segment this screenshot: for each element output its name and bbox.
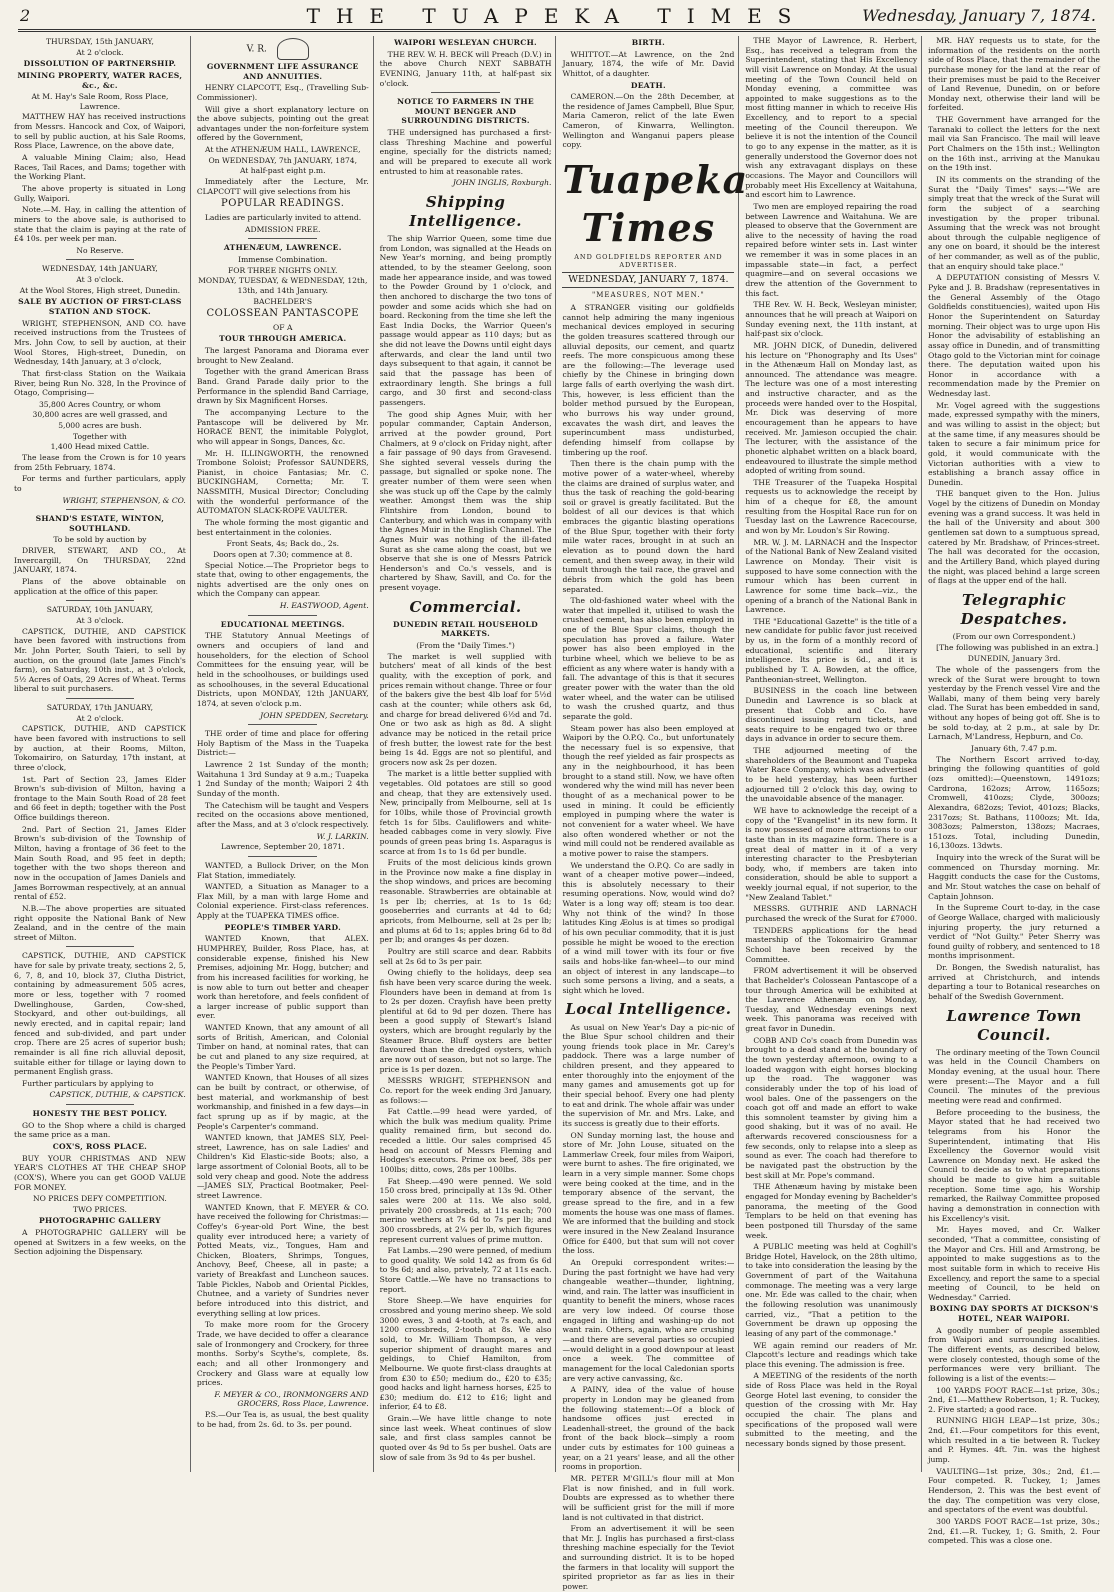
paragraph: Then there is the chain pump with the motive power of a water-wheel, whereby the claims are drained of surplus water, and thus the task of reaching the gold-bearing soil or gravel is greatly facilitated. But the boldest of all our devices is that which embraces the gigantic blasting operations of the Blue Spur, together with their forty mile water races, brought in at such an elevation as to pound down the hard cement, and then sweep away, in their wild tumult through the tail race, the gravel and débris from which the gold has been separated. — [562, 459, 735, 594]
centered-line: Lawrence, September 20, 1871. — [220, 842, 345, 852]
royal-crest-heading — [197, 38, 369, 60]
newspaper-nameplate: Tuapeka Times — [562, 157, 749, 251]
rule-divider — [66, 600, 135, 601]
paragraph: THE banquet given to the Hon. Julius Vogel by the citizens of Dunedin on Monday evening was a grand success. It was held in the hall of the University and about 300 gentlemen sat down to a sumptuous spread, catered by Mr. Bradshaw, of Princes-street. The hall was decorated for the occasion, and the Artillery Band, which played during the night, was placed behind a large screen of flags at the upper end of the hall. — [928, 489, 1100, 586]
signature-line: WRIGHT, STEPHENSON, & CO. — [62, 495, 186, 505]
paragraph: MR. W. J. M. LARNACH and the Inspector of the National Bank of New Zealand visited Lawrence on Monday. Their visit is supposed to have some connection with the rumour which has been current in Lawrence for some time back—viz., the opening of a branch of the National Bank in Lawrence. — [745, 537, 918, 615]
running-title: THE TUAPEKA TIMES — [306, 4, 808, 28]
rule-divider — [431, 92, 500, 93]
article-stack — [562, 38, 749, 1592]
paragraph: Dr. Bongen, the Swedish naturalist, has arrived at Christchurch, and intends departing a tour to Botanical researches on behalf of the Swedish Government. — [928, 963, 1100, 1002]
running-date: Wednesday, January 7, 1874. — [862, 6, 1096, 25]
paragraph: Mr. Vogel agreed with the suggestions made, expressed sympathy with the miners, and was willing to assist in the object; but at the same time, if any measures should be taken to secure a fair minimum price for gold, it would communicate with the Victorian authorities with a view to establishing a branch assay office in Dunedin. — [928, 400, 1100, 487]
paragraph: Two men are employed repairing the road between Lawrence and Waitahuna. We are pleased to observe that the Government are alive to the necessity of having the road repaired before winter sets in. Last winter we remember it was in some places in an impassable state—in fact, a perfect quagmire—and on several occasions we drew the attention of the Government to this fact. — [745, 201, 918, 298]
paragraph: The Northern Escort arrived to-day, bringing the following quantities of gold (ozs omitted):—Queenstown, 1491ozs; Cardrona, 162ozs; Arrow, 1165ozs; Cromwell, 410ozs; Clyde, 300ozs; Alexandra, 682ozs; Teviot, 401ozs; Blacks, 2317ozs; St. Bathans, 1100ozs; Mt. Ida, 3083ozs; Palmerston, 138ozs; Macraes, 151ozs. Total, including Dunedin, 16,130ozs. 13dwts. — [928, 754, 1100, 851]
headline: GOVERNMENT LIFE ASSURANCE AND ANNUITIES. — [206, 62, 359, 81]
headline: DUNEDIN RETAIL HOUSEHOLD MARKETS. — [393, 619, 539, 639]
royal-arms-icon — [277, 38, 309, 60]
centered-line: At 3 o'clock. — [76, 275, 124, 285]
paragraph: 100 YARDS FOOT RACE—1st prize, 30s.; 2nd, £1.—Matthew Robertson, 1; R. Tuckey, 2. Five started; a good race. — [928, 1385, 1100, 1414]
paragraph: THE Athenæum having by mistake been engaged for Monday evening by Bachelder's panorama, the meeting of the Good Templars to be held on that evening has been postponed till Thursday of the same week. — [745, 1182, 918, 1240]
paragraph: The accompanying Lecture to the Pantascope will be delivered by Mr. HORACE BENT, the inimitable Polyglot, who will appear in Songs, Dances, &c. — [196, 407, 369, 446]
section-heading: Lawrence Town Council. — [946, 1006, 1082, 1044]
headline: DEATH. — [630, 80, 666, 90]
paragraph: BUY YOUR CHRISTMAS AND NEW YEAR'S CLOTHES AT THE CHEAP SHOP (COX'S), Where you can get GOOD VALUE FOR MONEY. — [14, 1153, 186, 1192]
paragraph: A PUBLIC meeting was held at Coghill's Bridge Hotel, Havelock, on the 28th ultimo, to take into consideration the leasing by the Government of part of the Waitahuna commonage. The meeting was a very large one. Mr. Ede was called to the chair, when the following resolution was unanimously carried, viz., "That a petition to the Government be drawn up opposing the leasing of any part of the commonage." — [745, 1242, 918, 1338]
paragraph: Will give a short explanatory lecture on the above subjects, pointing out the great advantages under the non-forfeiture system offered by the Government, — [196, 104, 369, 143]
paragraph: MR. PETER M'GILL's flour mill at Mon Flat is now finished, and in full work. Doubts are expressed as to whether there will be sufficient grist for the mill if more land is not cultivated in that district. — [562, 1473, 735, 1522]
centered-line: 35,800 Acres Country, or whom — [38, 399, 161, 409]
headline: DISSOLUTION OF PARTNERSHIP. — [23, 59, 177, 69]
paragraph: The market is a little better supplied with vegetables. Old potatoes are still so good and cheap, that they are extensively used. New, principally from Melbourne, sell at 1s for 10lbs, while those of Provincial growth fetch 1s for 5lbs. Cauliflowers and white-headed cabbages come in very slowly. Five pounds of green peas bring 1s. Asparagus is scarce at from 1s to 1s 6d per bundle. — [379, 769, 552, 856]
article-stack — [745, 36, 917, 1449]
paragraph: The whole of the passengers from the wreck of the Surat were brought to town yesterday by the French vessel Vire and the Wallabi, many of them being very barely clad. The Surat has been embedded in sand, without any hopes of being got off. She is to be sold to-day, at 2 p.m., at sale by Dr. Larnach, M'Landress, Hepburn, and Co. — [928, 664, 1100, 742]
paragraph: Mr. Hayes moved, and Cr. Walker seconded, "That a committee, consisting of the Mayor and Crs. Hill and Armstrong, be appointed to make suggestions as to the most suitable form in which to receive His Excellency, and report the same to a special meeting of Council, to be held on Wednesday." Carried. — [928, 1225, 1100, 1302]
headline: COX'S, ROSS PLACE. — [52, 1141, 148, 1151]
paragraph: CAMERON.—On the 28th December, at the residence of James Campbell, Blue Spur, Maria Cameron, relict of the late Ewen Cameron, of Kinwarra, Wellington. Wellington and Wanganui papers please copy. — [562, 92, 735, 150]
paragraph: For terms and further particulars, apply to — [14, 474, 186, 493]
paragraph: Grain.—We have little change to note since last week. Wheat continues of slow sale, and first class samples cannot be quoted over 4s 9d to 5s per bushel. Oats are slow of sale from 3s 9d to 4s per bushel. — [379, 1414, 552, 1462]
paragraph: THE Statutory Annual Meetings of owners and occupiers of land and householders, for the election of School Committees for the ensuing year, will be held in the schoolhouses, or buildings used as schoolhouses, in the several Educational Districts, upon MONDAY, 12th JANUARY, 1874, at seven o'clock p.m. — [196, 631, 369, 708]
paragraph: WANTED Known, that F. MEYER & CO. have received the following for Christmas:—Coffey's 6-year-old Port Wine, the best quality ever introduced here; a variety of Potted Meats, viz., Tongues, Ham and Chicken, Bloaters, Shrimps, Tongues, Anchovy, Beef, Cheese, all in paste; a variety of Breakfast and Luncheon sauces. Table Pickles, Nabob and Oriental Pickles, Chutnee, and a variety of Sundries never before introduced into this district, and everything selling at low prices. — [196, 1202, 369, 1318]
paragraph: The lease from the Crown is for 10 years from 25th February, 1874. — [14, 452, 186, 472]
headline: MINING PROPERTY, WATER RACES, &c., &c. — [17, 70, 183, 90]
rule-divider — [248, 724, 317, 725]
royal-cipher: V. R. — [246, 44, 267, 55]
paragraph: The largest Panorama and Diorama ever brought to New Zealand. — [196, 346, 369, 365]
paragraph: HENRY CLAPCOTT, Esq., (Travelling Sub-Commissioner). — [196, 83, 369, 102]
article-stack — [197, 38, 369, 1429]
paragraph: To make more room for the Grocery Trade, we have decided to offer a clearance sale of Ironmongery and Crockery, for three months. Sorby's Scythe's, complete, 8s. each; and all other Ironmongery and Crockery and Glass ware at equally low prices. — [196, 1320, 369, 1388]
display-heading: COLOSSEAN PANTASCOPE — [206, 308, 359, 320]
headline: BOXING DAY SPORTS AT DICKSON'S HOTEL, NEAR WAIPORI. — [929, 1304, 1099, 1324]
article-stack — [928, 36, 1100, 1546]
paragraph: Fruits of the most delicious kinds grown in the Province now make a fine display in the shop windows, and prices are becoming reasonable. Strawberries are obtainable at 1s per lb; cherries, at 1s to 1s 6d; gooseberries and currants at 4d to 6d; apricots, from Melbourne, sell at 2s per lb; and plums at 6d to 1s; apples bring 6d to 8d per lb; and oranges 4s per dozen. — [379, 858, 552, 945]
rule-divider — [248, 856, 317, 857]
masthead — [0, 0, 1114, 34]
nameplate-subtitle: AND GOLDFIELDS REPORTER AND ADVERTISER. — [574, 252, 723, 269]
paragraph: Special Notice.—The Proprietor begs to state that, owing to other engagements, the nights advertised are the only ones on which the Company can appear. — [196, 560, 369, 599]
centered-line: At 2 o'clock. — [76, 47, 124, 57]
headline: WAIPORI WESLEYAN CHURCH. — [394, 38, 537, 47]
nameplate-motto: "MEASURES, NOT MEN." — [592, 291, 705, 300]
paragraph: A valuable Mining Claim; also, Head Races, Tail Races, and Dams; together with the Working Plant. — [14, 153, 186, 182]
page-number: 2 — [20, 6, 31, 25]
paragraph: MESSRS WRIGHT, STEPHENSON and Co. report for the week ending 3rd January, as follows:— — [379, 1076, 552, 1105]
headline: TOUR THROUGH AMERICA. — [219, 334, 347, 344]
centered-line: At M. Hay's Sale Room, Ross Place, Lawrence. — [31, 92, 169, 111]
centered-line: At the ATHENÆUM HALL, LAWRENCE, — [204, 145, 361, 155]
centered-line: SATURDAY, 17th JANUARY, — [46, 703, 154, 713]
centered-line: (From our own Correspondent.) — [952, 631, 1076, 641]
centered-line: THURSDAY, 15th JANUARY, — [45, 37, 154, 46]
paragraph: THE Rev. W. H. Beck, Wesleyan minister, announces that he will preach at Waipori on Sunday evening next, the 11th instant, at half-past six o'clock. — [745, 300, 918, 339]
paragraph: MESSRS. GUTHRIE AND LARNACH purchased the wreck of the Surat for £7000. — [745, 904, 918, 924]
section-heading: Shipping Intelligence. — [409, 192, 522, 231]
rule-divider — [66, 509, 135, 510]
centered-line: On WEDNESDAY, 7th JANUARY, 1874, — [208, 155, 358, 165]
centered-line: Doors open at 7.30; commence at 8. — [213, 549, 353, 559]
paragraph: WANTED, a Situation as Manager to a Flax Mill, by a man with large Home and Colonial experience. First-class references. Apply at the TUAPEKA TIMES office. — [196, 882, 369, 921]
paragraph: MR. HAY requests us to state, for the information of the residents on the north side of Ross Place, that the remainder of the purchase money for the land at the rear of their premises must be paid to the Receiver of Land Revenue, Dunedin, on or before Monday next, otherwise their land will be forfeited. — [928, 36, 1100, 113]
paragraph: A STRANGER visiting our goldfields cannot help admiring the many ingenious mechanical devices employed in securing the golden treasures scattered through our alluvial deposits, our cement, and quartz reefs. The more conspicuous among these are the following:—The leverage used chiefly by the Chinese in bringing down large falls of earth overlying the wash dirt. This, however, is less efficient than the bolder method pursued by the European, who burrows his way under ground, excavates the wash dirt, and leaves the superincumbent mass undisturbed, defending himself from collapse by timbering up the roof. — [562, 302, 735, 457]
headline: HONESTY THE BEST POLICY. — [32, 1109, 168, 1119]
centered-line: (From the "Daily Times.") — [416, 641, 515, 651]
signature-line: JOHN SPEDDEN, Secretary. — [260, 710, 369, 720]
column-2 — [197, 36, 374, 1472]
paragraph: WANTED, a Bullock Driver, on the Mon Flat Station, immediately. — [196, 860, 369, 880]
centered-line: TWO PRICES. — [72, 1204, 127, 1214]
centered-line: At half-past eight p.m. — [239, 166, 326, 176]
headline: ATHENÆUM, LAWRENCE. — [223, 243, 342, 253]
paragraph: The ship Warrior Queen, some time due from London, was signalled at the Heads on New Year's morning, and being promptly attended, to by the steamer Geelong, soon made her appearance inside, and was towed to the Powder Ground by 1 o'clock, and then anchored to discharge the two tons of powder and some acids which she had on board. Reckoning from the time she left the East India Docks, the Warrior Queen's passage would appear as 110 days; but as she did not leave the Downs until eight days afterwards, and clear the land until two days subsequent to that again, it cannot be said that the passage has been of extraordinary length. She brings a full cargo, and 30 first and second-class passengers. — [379, 234, 552, 407]
article-stack — [380, 38, 552, 1462]
paragraph: Together with the grand American Brass Band. Grand Parade daily prior to the Performance in the splendid Band Carriage, drawn by Six Magnificent Horses. — [196, 367, 369, 406]
paragraph: Steam power has also been employed at Waipori by the O.P.Q. Co., but unfortunately the necessary fuel is so expensive, that though the reef yielded as fair prospects as any in the neighbourhood, it has been brought to a stand still. Now, we have often wondered why the wind mill has never been thought of as a mechanical power to be used in mining. It could be efficiently employed in pumping where the water is not convenient for a water wheel. We have also often wondered whether or not the wind mill could not be rendered available as a motive power to raise the stampers. — [562, 723, 735, 858]
paragraph: Mr. H. ILLINGWORTH, the renowned Trombone Soloist; Professor SAUNDERS, Pianist, in choice Fantasias; Mr. C. BUCKINGHAM, Cornetta; Mr. T. NASSMITH, Musical Director; Concluding with the wonderful performance of the AUTOMATON SLACK-ROPE VAULTER. — [196, 448, 369, 516]
centered-line: MONDAY, TUESDAY, & WEDNESDAY, 12th, 13th, and 14th January. — [198, 276, 368, 295]
rule-divider — [248, 238, 317, 239]
paragraph: 2nd. Part of Section 21, James Elder Brown's sub-division of the Township of Milton, having a frontage of 36 feet to the Main South Road, and 95 feet in depth; together with the two shops thereon and now in the occupation of James Daniels and James Borrowman respectively, at an annual rental of £52. — [14, 824, 186, 902]
paragraph: CAPSTICK, DUTHIE, AND CAPSTICK have been favored with instructions from Mr. John Porter, South Taieri, to sell by auction, on the ground (late James Finch's farm), on Saturday, 10th inst., at 3 o'clock, 5½ Acres of Oats, 29 Acres of Wheat. Terms liberal to suit purchasers. — [14, 626, 186, 694]
paragraph: WANTED Known, that any amount of all sorts of British, American, and Colonial Timber on hand, at nominal rates, that can be cut and planed to any size required, at the People's Timber Yard. — [196, 1023, 369, 1071]
article-stack — [14, 37, 186, 1257]
paragraph: From an advertisement it will be seen that Mr. J. Inglis has purchased a first-class threshing machine especially for the Teviot and surrounding district. It is to be hoped the farmers in that locality will support the spirited proprietor as far as lies in their power. — [562, 1524, 735, 1592]
rule-divider — [248, 615, 317, 616]
paragraph: WHITTOT.—At Lawrence, on the 2nd January, 1874, the wife of Mr. David Whittot, of a daughter. — [562, 49, 735, 78]
paragraph: Before proceeding to the business, the Mayor stated that he had received two telegrams from his Honor the Superintendent, intimating that His Excellency the Governor would visit Lawrence on Monday next. He asked the Council to decide as to what preparations should be made to give him a suitable reception. Some time ago, his Worship remarked, the Railway Committee proposed having a demonstration in connection with his Excellency's visit. — [928, 1107, 1100, 1223]
paragraph: THE Treasurer of the Tuapeka Hospital requests us to acknowledge the receipt by him of a cheque for £8, the amount resulting from the Hospital Race run for on Tuesday last on the Lawrence Racecourse, and won by Mr. Loudon's Sir Rowing. — [745, 477, 918, 536]
paragraph: N.B.—The above properties are situated right opposite the National Bank of New Zealand, and in the centre of the main street of Milton. — [14, 903, 186, 942]
paragraph: The whole forming the most gigantic and best entertainment in the colonies. — [196, 518, 369, 537]
paragraph: In the Supreme Court to-day, in the case of George Wallace, charged with maliciously injuring property, the jury returned a verdict of "Not Guilty." Peter Sherry was found guilty of robbery, and sentenced to 18 months imprisonment. — [928, 903, 1100, 961]
newspaper-columns — [14, 36, 1104, 1592]
paragraph: Fat Cattle.—99 head were yarded, of which the bulk was medium quality. Prime quality remained firm, but second do. receded a little. Our sales comprised 45 head on account of Messrs Fleming and Hodges's executors. Prime ox beef, 38s per 100lbs; ditto, cows, 28s per 100lbs. — [379, 1107, 552, 1175]
paragraph: Ladies are particularly invited to attend. — [204, 213, 362, 223]
paragraph: Owing chiefly to the holidays, deep sea fish have been very scarce during the week. Flounders have been in demand at from 1s to 2s per dozen. Crayfish have been pretty plentiful at 6d to 9d per dozen. There has been a good supply of Stewart's Island oysters, which are brought regularly by the Steamer Bruce. Bluff oysters are better flavoured than the dredged oysters, which are now out of season, but not so large. The price is 1s per dozen. — [379, 968, 552, 1074]
rule-divider — [66, 698, 135, 699]
paragraph: WANTED Known, that Houses of all sizes can be built by contract, or otherwise, of best material, and workmanship of best workmanship, and finished in a few days—in fact sprung up as if by magic, at the People's Carpenter's command. — [196, 1073, 369, 1131]
centered-line: At the Wool Stores, High street, Dunedin. — [19, 285, 181, 295]
paragraph: P.S.—Our Tea is, as usual, the best quality to be had, from 2s. 6d. to 3s. per pound. — [196, 1410, 369, 1429]
section-heading: Telegraphic Despatches. — [960, 590, 1068, 628]
paragraph: TENDERS applications for the head mastership of the Tokomairiro Grammar School have been received by the Committee. — [745, 925, 918, 964]
section-heading: Local Intelligence. — [565, 1000, 732, 1019]
centered-line: At 2 o'clock. — [76, 713, 124, 723]
display-heading: POPULAR READINGS. — [221, 198, 345, 210]
paragraph: 300 YARDS FOOT RACE—1st prize, 30s.; 2nd, £1.—R. Tuckey, 1; G. Smith, 2. Four competed. This was a close one. — [928, 1516, 1100, 1546]
paragraph: A MEETING of the residents of the north side of Ross Place was held in the Royal George Hotel last evening, to consider the question of the crossing with Mr. Hay occupied the chair. The plans and specifications of the proposed wall were submitted to the meeting, and the necessary bonds signed by those present. — [745, 1371, 918, 1448]
paragraph: An Orepuki correspondent writes:—During the past fortnight we have had very changeable weather—thunder, lightning, wind, and rain. The latter was insufficient in quantity to benefit the miners, whose races are very low indeed. Of course those engaged in lifting and washing-up do not want rain. Others, again, who are crushing—and there are several parties so occupied—would delight in a good downpour at least once a week. The committee of management for the local Caledonian sports are very active canvassing, &c. — [562, 1257, 735, 1383]
column-5 — [745, 36, 922, 1472]
paragraph: The market is well supplied with butchers' meat of all kinds of the best quality, with the exception of pork, and prices remain without change. Three or four of the bakers give the best 4lb loaf for 5½d cash at the counter; while others ask 6d, and charge for bread delivered 6½d and 7d. One or two ask as high as 8d. A slight advance may be noticed in the retail price of fresh butter, the lowest rate for the best being 1s 4d. Eggs are not so plentiful, and grocers now ask 2s per dozen. — [379, 651, 552, 767]
paragraph: Lawrence 2 1st Sunday of the month; Waitahuna 1 3rd Sunday at 9 a.m.; Tuapeka 1 2nd Sunday of the month; Waipori 2 4th Sunday of the month. — [196, 760, 369, 799]
paragraph: Store Sheep.—We have enquiries for crossbred and young merino sheep. We sold 3000 ewes, 3 and 4-tooth, at 7s each, and 1200 crossbreds, 2-tooth at 8s. We also sold, to Mr. William Thompson, a very superior shipment of draught mares and geldings, to Chief Hamilton, from Melbourne. We quote first-class draughts at from £30 to £50; medium do., £20 to £35; good hacks and light harness horses, £25 to £30; medium do. £12 to £16; light and inferior, £4 to £8. — [379, 1296, 552, 1412]
headline: SHAND'S ESTATE, WINTON, SOUTHLAND. — [35, 514, 165, 533]
signature-line: CAPSTICK, DUTHIE, & CAPSTICK. — [49, 1090, 186, 1100]
paragraph: The old-fashioned water wheel with the water that impelled it, utilised to wash the crushed cement, has also been employed in one of the Blue Spur claims, though the speculation has proved a failure. Water power has also been employed in the turbine wheel, which we believe to be as efficient as any where water is handy with a fall. The advantage of this is that it secures greater power with the water than the old water wheel, and the water can be utilised to wash the crushed quartz, and thus separate the gold. — [562, 596, 735, 721]
rule-divider — [66, 1104, 135, 1105]
centered-line: WEDNESDAY, 14th JANUARY, — [42, 264, 158, 274]
headline: PEOPLE'S TIMBER YARD. — [224, 922, 342, 932]
column-3 — [380, 36, 557, 1472]
paragraph: MATTHEW HAY has received instructions from Messrs. Hancock and Cox, of Waipori, to sell by public auction, at his Sale Rooms, Ross Place, Lawrence, on the above date, — [14, 112, 186, 151]
headline: PHOTOGRAPHIC GALLERY — [38, 1216, 161, 1226]
centered-line: NO PRICES DEFY COMPETITION. — [33, 1194, 167, 1204]
section-heading: Commercial. — [409, 597, 522, 616]
centered-line: No Reserve. — [76, 245, 124, 255]
centered-line: OF A — [273, 322, 293, 332]
paragraph: WRIGHT, STEPHENSON, AND CO. have received instructions from the Trustees of Mrs. John Cow, to sell by auction, at their Wool Stores, High-street, Dunedin, on Wednesday, 14th January, at 3 o'clock, — [14, 318, 186, 367]
paragraph: FROM advertisement it will be observed that Bachelder's Colossean Pantascope of a tour through America will be exhibited at the Lawrence Athenæum on Monday, Tuesday, and Wednesday evenings next week. This panorama was received with great favor in Dunedin. — [745, 966, 918, 1034]
paragraph: THE "Educational Gazette" is the title of a new candidate for public favor just received by us, in the form of a monthly record of educational, scientific and literary intelligence. Its price is 6d., and it is published by T. A. Bowden, at the office, Pantheonian-street, Wellington. — [745, 616, 918, 684]
paragraph: IN its comments on the stranding of the Surat the "Daily Times" says:—"We are simply treat that the wreck of the Surat will form the subject of a searching investigation by the proper tribunal. Assuming that the wreck was not brought about through the culpable negligence of any one on board, it should be the interest of her commander, as well as of the public, that an enquiry should take place." — [928, 174, 1100, 271]
paragraph: WANTED known, that JAMES SLY, Peel-street, Lawrence, has on sale Ladies' and Children's Kid Elastic-side Boots; also, a large assortment of Colonial Boots, all to be sold very cheap and good. Note the address—JAMES SLY, Practical Bootmaker, Peel-street Lawrence. — [196, 1133, 369, 1200]
centered-line: 1,400 Head mixed Cattle. — [50, 442, 150, 452]
paragraph: A DEPUTATION consisting of Messrs V. Pyke and J. B. Bradshaw (representatives in the General Assembly of the Otago Goldfields constituencies), waited upon His Honor the Superintendent on Saturday morning. Their object was to urge upon His Honor the advisability of establishing an assay office in Dunedin, and of transmitting Otago gold to the Victorian mint for coinage there. The deputation waited upon his Honor in accordance with a recommendation made by the Premier on Wednesday last. — [928, 273, 1100, 399]
paragraph: A PAINY, idea of the value of house property in London may be gleaned from the following statement:—Of a block of handsome offices just erected in Leadenhall-street, the ground of the back front of the back block—simply a room under cuts by estimates for 100 guineas a year, on a 21 years' lease, and all the other rooms in proportion. — [562, 1385, 735, 1472]
paragraph: A goodly number of people assembled from Waipori and surrounding localities. The different events, as described below, were closely contested, though some of the performances were very brilliant. The following is a list of the events:— — [928, 1325, 1100, 1383]
paragraph: THE Mayor of Lawrence, R. Herbert, Esq., has received a telegram from the Superintendent, stating that His Excellency will visit Lawrence on Monday. At the usual meeting of the Town Council held on Monday evening, a committee was appointed to make suggestions as to the most fitting manner in which to receive His Excellency, and to report to a special meeting of the Council thereupon. We believe it is not the intention of the Council to go to any expense in the matter, as it is generally understood the Governor does not wish any extravagant displays on these occasions. The Mayor and Councillors will probably meet His Excellency at Waitahuna, and escort him to Lawrence. — [745, 36, 918, 200]
rule-divider — [66, 946, 135, 947]
paragraph: The ordinary meeting of the Town Council was held in the Council Chambers on Monday evening, at the usual hour. There were present:—The Mayor and a full Council. The minutes of the previous meeting were read and confirmed. — [928, 1047, 1100, 1105]
nameplate-date: WEDNESDAY, JANUARY 7, 1874. — [562, 272, 734, 288]
paragraph: VAULTING—1st prize, 30s.; 2nd, £1.—Four competed. R. Tuckey, 1; James Henderson, 2. This was the best event of the day. The competition was very close, and spectators of the event was doubtful. — [928, 1466, 1100, 1515]
signature-line: JOHN INGLIS, Roxburgh. — [452, 178, 552, 188]
paragraph: The above property is situated in Long Gully, Waipori. — [14, 183, 186, 203]
centered-line: At 3 o'clock. — [76, 615, 124, 625]
rule-divider — [66, 259, 135, 260]
signature-line: H. EASTWOOD, Agent. — [279, 601, 369, 611]
centered-line: FOR THREE NIGHTS ONLY. — [228, 265, 338, 275]
signature-line: W. J. LARKIN. — [316, 831, 369, 841]
column-1 — [14, 36, 191, 1472]
paragraph: A PHOTOGRAPHIC GALLERY will be opened at Switzers in a few weeks, on the Section adjoining the Dispensary. — [14, 1228, 186, 1257]
paragraph: Fat Sheep.—490 were penned. We sold 150 cross bred, principally at 13s 9d. Other sales were 200 at 11s. We also sold, privately 200 crossbreds, at 11s each; 700 merino wethers at 7s 6d to 7s per lb; and 300 crossbreds, at 2¼ per lb, which figures represent current values of prime mutton. — [379, 1176, 552, 1244]
paragraph: As usual on New Year's Day a pic-nic of the Blue Spur school children and their young friends took place in Mr. Carey's paddock. There was a large number of children present, and they appeared to enter thoroughly into the enjoyment of the many games and amusements got up for their special behoof. Every one had plenty to eat and drink. The whole affair was under the supervision of Mr. and Mrs. Lake, and its success is greatly due to their efforts. — [562, 1022, 735, 1128]
paragraph: Immediately after the Lecture, Mr. CLAPCOTT will give selections from his — [196, 177, 369, 196]
column-4 — [562, 36, 749, 1592]
centered-line: BACHELDER'S — [253, 296, 313, 306]
paragraph: DRIVER, STEWART, AND CO., At Invercargill, On THURSDAY, 22nd JANUARY, 1874. — [14, 546, 186, 575]
headline: NOTICE TO FARMERS IN THE MOUNT BENGER AND SURROUNDING DISTRICTS. — [397, 97, 535, 126]
paragraph: COBB AND Co's coach from Dunedin was brought to a dead stand at the boundary of the town yesterday afternoon, owing to a loaded waggon with eight horses blocking up the road. The waggoner was considerably under the top of his load of wool bales. One of the passengers on the coach got off and made an effort to wake this somnolent teamster by giving him a good shaking, but it was of no avail. He afterwards recovered consciousness for a few seconds, only to relapse into a sleep as sound as ever. The coach had therefore to be navigated past the obstruction by the best skill at Mr. Pope's command. — [745, 1035, 918, 1180]
paragraph: CAPSTICK, DUTHIE, AND CAPSTICK have for sale by private treaty, sections 2, 5, 6, 7, 8, and 10, block 37, Clutha District, containing by admeasurement 505 acres, more or less, together with 7 roomed Dwellinghouse, Garden, Cow-shed, Stockyard, and other out-buildings, all newly erected, and in capital repair; land fenced and sub-divided, and part under crop. There are 25 acres of superior bush; remainder is all fine rich alluvial deposit, suitable either for tillage or laying down to permanent English grass. — [14, 951, 186, 1077]
paragraph: We understand the O.P.Q. Co are sadly in want of a cheaper motive power—indeed, this is absolutely necessary to their resuming operations. Now, would wind do? Water is a long way off; steam is too dear. Why not think of the wind? In those latitudes King Æolus is at times so prodigal of his own peculiar commodity, that it is just possible he might be wooed to the erection of a wind mill tower with its four or five sails and hobs-like fan-wheel—to our mind an object of interest in any landscape—to such some persons a living, and a seats, a sight which he loved. — [562, 860, 735, 995]
paragraph: THE order of time and place for offering Holy Baptism of the Mass in the Tuapeka District:— — [196, 729, 369, 758]
paragraph: Note.—M. Hay, in calling the attention of miners to the above sale, is authorised to state that the claim is paying at the rate of £4 10s. per week per man. — [14, 205, 186, 244]
column-6 — [928, 36, 1104, 1546]
centered-line: Together with — [73, 431, 127, 441]
paragraph: ON Sunday morning last, the house and store of Mr. John Louse, situated on the Lammerlaw Creek, four miles from Waipori, were burnt to ashes. The fire originated, we learn in a very simple manner. Some chops were being cooked at the time, and in the temporary absence of the servant, the grease spread to the fire, and in a few moments the house was one mass of flames. We are informed that the building and stock were insured in the New Zealand Insurance Office for £400, but that sum will not cover the loss. — [562, 1130, 735, 1256]
masthead-rule — [18, 29, 1096, 32]
centered-line: SATURDAY, 10th JANUARY, — [46, 605, 154, 615]
centered-line: 5,000 acres are bush. — [58, 421, 142, 431]
paragraph: THE undersigned has purchased a first-class Threshing Machine and powerful engine, specially for the districts named; and will be prepared to execute all work entrusted to him at reasonable rates. — [379, 128, 552, 176]
paragraph: [The following was published in an extra.] — [936, 642, 1099, 652]
headline: SALE BY AUCTION OF FIRST-CLASS STATION AND STOCK. — [18, 297, 182, 317]
paragraph: Fat Lambs.—290 were penned, of medium to good quality. We sold 142 as from 6s 6d to 9s 6d; and also, privately, 72 at 11s each. Store Cattle.—We have no transactions to report. — [379, 1246, 552, 1294]
headline: BIRTH. — [631, 38, 666, 47]
centered-line: Immense Combination. — [238, 254, 328, 264]
centered-line: January 6th, 7.47 p.m. — [971, 744, 1058, 754]
paragraph: THE REV. W. H. BECK will Preach (D.V.) in the above Church NEXT SABBATH EVENING, January 11th, at half-past six o'clock. — [379, 49, 552, 88]
centered-line: DUNEDIN, January 3rd. — [967, 654, 1061, 664]
paragraph: The good ship Agnes Muir, with her popular commander, Captain Anderson, arrived at the powder ground, Port Chalmers, at 9 o'clock on Friday night, after a fair passage of 90 days from Gravesend. She sighted several vessels during the passage, but signalled or spoke none. The greater number of them were seen when she was stuck up off the Cape by the calmly weather. Amongst them was the ship Flintshire from London, bound to Canterbury, and which was in company with the Agnes Muir in the English Channel. The Agnes Muir was nothing of the ill-fated Surat as she came along the coast, but we observe that she is one of Messrs Patrick Henderson's and Co.'s vessels, and is chartered by Shaw, Savill, and Co. for the present voyage. — [379, 409, 552, 593]
paragraph: Further particulars by applying to — [22, 1078, 154, 1088]
paragraph: WANTED Known, that ALEX. HUMPHREY, Builder, Ross Place, has, at considerable expense, finished his New Premises, adjoining Mr. Hogg, butcher; and from his increased facilities for working, he is now able to turn out better and cheaper work than heretofore, and feels confident of a larger increase of public support than ever. — [196, 934, 369, 1021]
paragraph: MR. JOHN DICK, of Dunedin, delivered his lecture on "Phonography and Its Uses" in the Athenæum Hall on Monday last, as announced. The attendance was meagre. The lecture was one of a most interesting and instructive character, and as the proceeds were handed over to the Hospital, Mr. Dick was deserving of more encouragement than he appears to have received. Mr. Jamieson occupied the chair. The lecturer, with the assistance of the phonetic alphabet written on a black board, endeavoured to illustrate the simple method adopted of writing from sound. — [745, 340, 918, 476]
centered-line: 30,800 acres are well grassed, and — [32, 410, 168, 420]
paragraph: That first-class Station on the Waikaia River, being Run No. 328, In the Province of Otago, Comprising— — [14, 368, 186, 398]
paragraph: THE adjourned meeting of the shareholders of the Beaumont and Tuapeka Water Race Company, which was advertised to be held yesterday, has been further adjourned till 2 o'clock this day, owing to the unavoidable absence of the manager. — [745, 746, 918, 804]
paragraph: CAPSTICK, DUTHIE, AND CAPSTICK have been favored with instructions to sell by auction, at their Rooms, Milton, Tokomairiro, on Saturday, 17th instant, at three o'clock, — [14, 724, 186, 772]
centered-line: To be sold by auction by — [53, 535, 147, 545]
paragraph: Plans of the above obtainable on application at the office of this paper. — [14, 577, 186, 596]
headline: EDUCATIONAL MEETINGS. — [220, 619, 345, 629]
paragraph: WE have to acknowledge the receipt of a copy of the "Evangelist" in its new form. It is now possessed of more attractions to our taste than in its magazine form. There is a great deal of matter in it of a very interesting character to the Presbyterian body, who, if members are taken into consideration, should be able to support a weekly journal equal, if not superior, to the "New Zealand Tablet." — [745, 805, 918, 902]
paragraph: GO to the Shop where a child is charged the same price as a man. — [14, 1120, 186, 1140]
paragraph: RUNNING HIGH LEAP—1st prize, 30s.; 2nd, £1.—Four competitors for this event, which resulted in a tie between R. Tuckey and P. Hymes. 4ft. 7in. was the highest jump. — [928, 1416, 1100, 1465]
centered-line: Front Seats, 4s; Back do., 2s. — [226, 539, 340, 549]
paragraph: WE again remind our readers of Mr. Clapcott's lecture and readings which take place this evening. The admission is free. — [745, 1340, 918, 1369]
paragraph: THE Government have arranged for the Taranaki to collect the letters for the next mail via San Francisco. The mail will leave Port Chalmers on the 15th inst.; Wellington on the 16th inst., arriving at the Manukau on the 19th inst. — [928, 115, 1100, 173]
paragraph: Poultry are still scarce and dear. Rabbits sell at 2s 6d to 3s per pair. — [379, 946, 552, 966]
signature-line: F. MEYER & CO., IRONMONGERS AND GROCERS, Ross Place, Lawrence. — [214, 1389, 369, 1409]
paragraph: BUSINESS in the coach line between Dunedin and Lawrence is so black at present that Cobb and Co. have discontinued issuing return tickets, and seats require to be engaged two or three days in advance in order to secure them. — [745, 686, 918, 744]
centered-line: ADMISSION FREE. — [245, 224, 321, 234]
paragraph: The Catechism will be taught and Vespers recited on the occasions above mentioned, after the Mass, and at 3 o'clock respectively. — [196, 800, 369, 829]
paragraph: Inquiry into the wreck of the Surat will be commenced on Thursday morning. Mr. Haggitt conducts the case for the Customs, and Mr. Stout watches the case on behalf of Captain Johnson. — [928, 853, 1100, 901]
paragraph: 1st. Part of Section 23, James Elder Brown's sub-division of Milton, having a frontage to the Main South Road of 28 feet and 66 feet in depth; together with the Post Office buildings thereon. — [14, 774, 186, 823]
